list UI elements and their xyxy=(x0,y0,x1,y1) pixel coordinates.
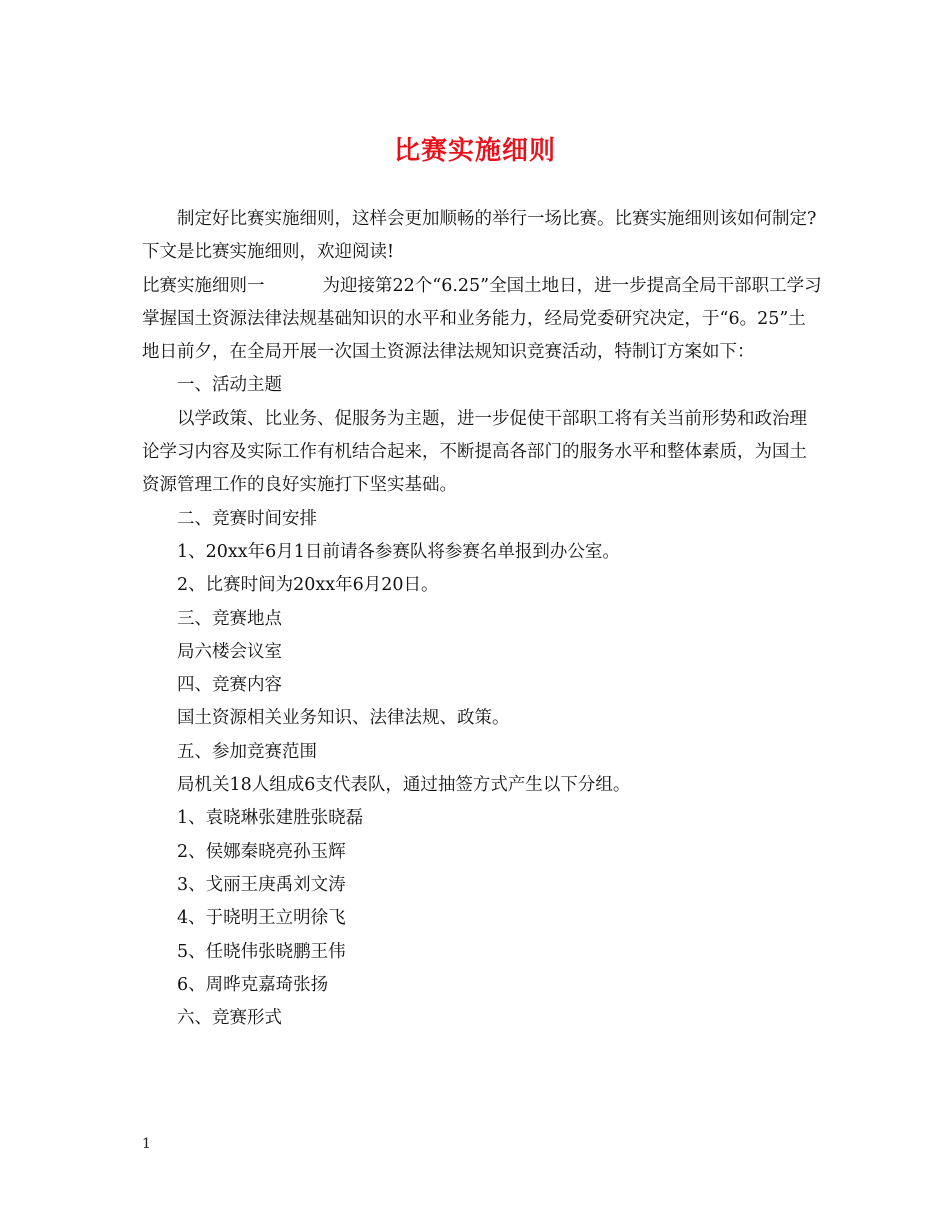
section-heading-scope: 五、参加竞赛范围 xyxy=(177,741,317,762)
team-item: 3、戈丽王庚禹刘文涛 xyxy=(177,874,346,895)
section-heading-content: 四、竞赛内容 xyxy=(177,675,282,696)
part-label: 比赛实施细则一 xyxy=(142,275,265,296)
section-heading-schedule: 二、竞赛时间安排 xyxy=(177,508,317,529)
schedule-item: 2、比赛时间为20xx年6月20日。 xyxy=(177,575,439,596)
intro-paragraph: 制定好比赛实施细则，这样会更加顺畅的举行一场比赛。比赛实施细则该如何制定?下文是比赛实施细则，欢迎阅读! xyxy=(142,209,817,263)
section-text-venue: 局六楼会议室 xyxy=(177,641,282,662)
team-item: 1、袁晓琳张建胜张晓磊 xyxy=(177,808,364,829)
section-heading-theme: 一、活动主题 xyxy=(177,375,282,396)
team-item: 4、于晓明王立明徐飞 xyxy=(177,908,346,929)
preface-text: 为迎接第22个“6.25”全国土地日，进一步提高全局干部职工学习掌握国土资源法律法规基础知识的水平和业务能力，经局党委研究决定，于“6。25”土地日前夕，在全局开展一次国土资源法律法规知识竞赛活动，特制订方案如下： xyxy=(142,275,822,363)
preface-paragraph xyxy=(142,270,822,370)
section-text-scope: 局机关18人组成6支代表队，通过抽签方式产生以下分组。 xyxy=(177,775,631,796)
team-item: 2、侯娜秦晓亮孙玉辉 xyxy=(177,841,346,862)
document-body xyxy=(142,203,822,1035)
team-item: 6、周晔克嘉琦张扬 xyxy=(177,974,329,995)
section-heading-venue: 三、竞赛地点 xyxy=(177,608,282,629)
section-heading-format: 六、竞赛形式 xyxy=(177,1008,282,1029)
section-text-content: 国土资源相关业务知识、法律法规、政策。 xyxy=(177,708,510,729)
page-number: 1 xyxy=(142,1136,151,1152)
schedule-item: 1、20xx年6月1日前请各参赛队将参赛名单报到办公室。 xyxy=(177,541,620,562)
section-text-theme: 以学政策、比业务、促服务为主题，进一步促使干部职工将有关当前形势和政治理论学习内容及实际工作有机结合起来，不断提高各部门的服务水平和整体素质，为国土资源管理工作的良好实施打下坚实基础。 xyxy=(142,408,807,496)
document-title: 比赛实施细则 xyxy=(393,136,556,166)
team-item: 5、任晓伟张晓鹏王伟 xyxy=(177,941,346,962)
